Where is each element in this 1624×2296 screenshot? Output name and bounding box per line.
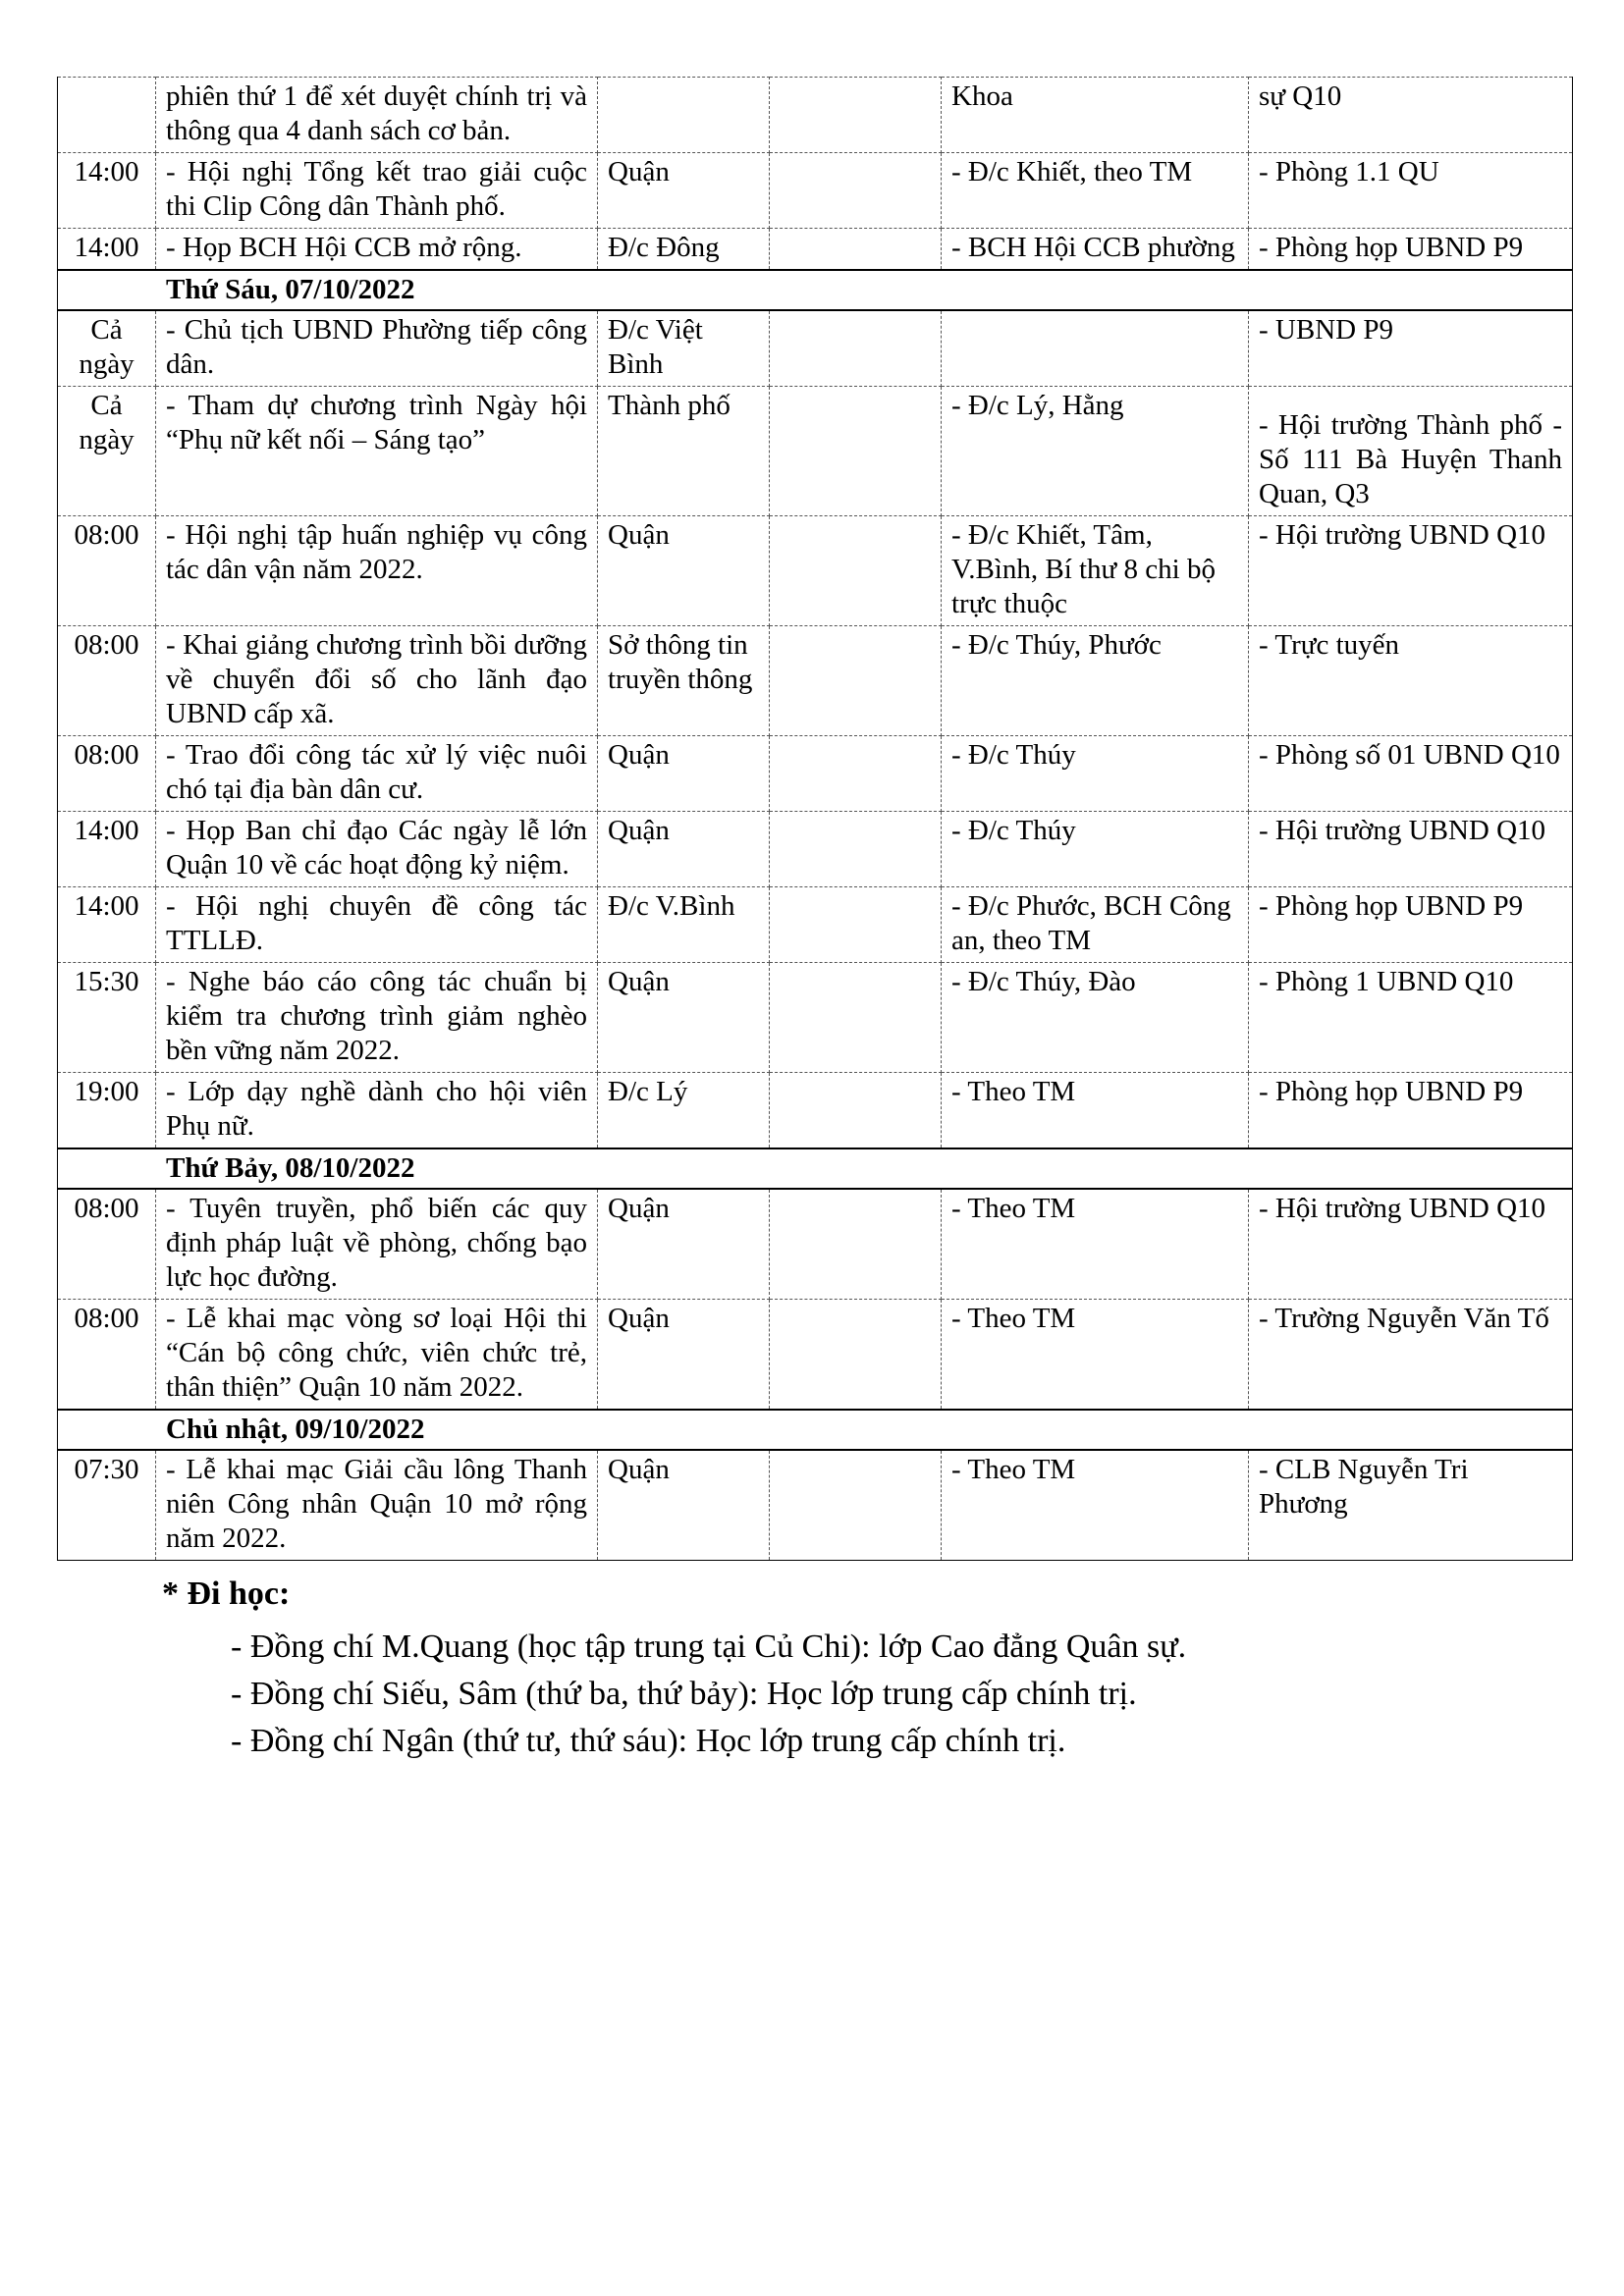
attendees-cell: - Đ/c Phước, BCH Công an, theo TM <box>942 887 1249 963</box>
host-cell: Quận <box>598 736 770 812</box>
day-header-row <box>58 270 1573 310</box>
schedule-body <box>58 78 1573 1561</box>
blank-cell <box>770 626 942 736</box>
place-cell: sự Q10 <box>1249 78 1573 153</box>
blank-cell <box>770 78 942 153</box>
blank-cell <box>770 516 942 626</box>
host-cell: Quận <box>598 516 770 626</box>
place-cell <box>1249 387 1573 516</box>
time-cell: Cả ngày <box>58 310 156 387</box>
host-cell: Quận <box>598 1450 770 1561</box>
host-cell: Thành phố <box>598 387 770 516</box>
place-cell: - Phòng số 01 UBND Q10 <box>1249 736 1573 812</box>
day-header-row <box>58 1410 1573 1450</box>
blank-cell <box>770 387 942 516</box>
schedule-row <box>58 736 1573 812</box>
attendees-cell <box>942 310 1249 387</box>
host-cell: Quận <box>598 963 770 1073</box>
blank-cell <box>770 812 942 887</box>
schedule-row <box>58 153 1573 229</box>
content-cell: - Tham dự chương trình Ngày hội “Phụ nữ kết nối – Sáng tạo” <box>156 387 598 516</box>
attendees-cell: - Theo TM <box>942 1189 1249 1300</box>
study-note-item: - Đồng chí M.Quang (học tập trung tại Củ Chi): lớp Cao đẳng Quân sự. <box>231 1629 1187 1665</box>
time-cell: 08:00 <box>58 1189 156 1300</box>
time-cell: 15:30 <box>58 963 156 1073</box>
schedule-row <box>58 963 1573 1073</box>
place-cell: - Phòng họp UBND P9 <box>1249 229 1573 271</box>
schedule-row <box>58 310 1573 387</box>
attendees-cell: - Theo TM <box>942 1300 1249 1411</box>
content-cell: - Tuyên truyền, phổ biến các quy định pháp luật về phòng, chống bạo lực học đường. <box>156 1189 598 1300</box>
blank-cell <box>770 1450 942 1561</box>
host-cell <box>598 78 770 153</box>
place-cell: - Phòng 1 UBND Q10 <box>1249 963 1573 1073</box>
time-cell: 08:00 <box>58 1300 156 1411</box>
content-cell: - Lớp dạy nghề dành cho hội viên Phụ nữ. <box>156 1073 598 1149</box>
time-cell: 14:00 <box>58 887 156 963</box>
schedule-row <box>58 812 1573 887</box>
time-cell: 19:00 <box>58 1073 156 1149</box>
schedule-row <box>58 626 1573 736</box>
attendees-cell: - BCH Hội CCB phường <box>942 229 1249 271</box>
blank-cell <box>770 1300 942 1411</box>
attendees-cell: - Đ/c Thúy <box>942 736 1249 812</box>
place-cell: - Phòng họp UBND P9 <box>1249 1073 1573 1149</box>
attendees-cell: - Theo TM <box>942 1450 1249 1561</box>
schedule-row <box>58 1450 1573 1561</box>
content-cell: - Lễ khai mạc Giải cầu lông Thanh niên Công nhân Quận 10 mở rộng năm 2022. <box>156 1450 598 1561</box>
host-cell: Quận <box>598 812 770 887</box>
attendees-cell: - Đ/c Thúy, Phước <box>942 626 1249 736</box>
time-cell: 08:00 <box>58 736 156 812</box>
time-cell: Cả ngày <box>58 387 156 516</box>
time-cell: 14:00 <box>58 812 156 887</box>
place-cell: - Hội trường UBND Q10 <box>1249 516 1573 626</box>
content-cell: - Chủ tịch UBND Phường tiếp công dân. <box>156 310 598 387</box>
study-notes-heading: * Đi học: <box>162 1575 291 1612</box>
place-cell: - Trường Nguyễn Văn Tố <box>1249 1300 1573 1411</box>
content-cell: - Khai giảng chương trình bồi dưỡng về chuyển đổi số cho lãnh đạo UBND cấp xã. <box>156 626 598 736</box>
attendees-cell: - Đ/c Khiết, Tâm, V.Bình, Bí thư 8 chi bộ trực thuộc <box>942 516 1249 626</box>
place-cell: - Phòng họp UBND P9 <box>1249 887 1573 963</box>
day-header: Chủ nhật, 09/10/2022 <box>58 1410 1573 1450</box>
day-header: Thứ Sáu, 07/10/2022 <box>58 270 1573 310</box>
schedule-row <box>58 1189 1573 1300</box>
attendees-cell: Khoa <box>942 78 1249 153</box>
study-note-item: - Đồng chí Ngân (thứ tư, thứ sáu): Học lớp trung cấp chính trị. <box>231 1723 1066 1759</box>
attendees-cell: - Đ/c Thúy, Đào <box>942 963 1249 1073</box>
blank-cell <box>770 1073 942 1149</box>
blank-cell <box>770 887 942 963</box>
study-notes <box>162 1571 1517 1765</box>
content-cell: - Họp Ban chỉ đạo Các ngày lễ lớn Quận 10 về các hoạt động kỷ niệm. <box>156 812 598 887</box>
time-cell: 08:00 <box>58 516 156 626</box>
blank-cell <box>770 963 942 1073</box>
blank-cell <box>770 1189 942 1300</box>
content-cell: - Lễ khai mạc vòng sơ loại Hội thi “Cán bộ công chức, viên chức trẻ, thân thiện” Quận 10 năm 2022. <box>156 1300 598 1411</box>
host-cell: Đ/c Đông <box>598 229 770 271</box>
blank-cell <box>770 229 942 271</box>
content-cell: phiên thứ 1 để xét duyệt chính trị và thông qua 4 danh sách cơ bản. <box>156 78 598 153</box>
content-cell: - Họp BCH Hội CCB mở rộng. <box>156 229 598 271</box>
schedule-row <box>58 887 1573 963</box>
schedule-row <box>58 1300 1573 1411</box>
blank-cell <box>770 310 942 387</box>
host-cell: Quận <box>598 1189 770 1300</box>
day-header: Thứ Bảy, 08/10/2022 <box>58 1148 1573 1189</box>
time-cell: 14:00 <box>58 229 156 271</box>
attendees-cell: - Theo TM <box>942 1073 1249 1149</box>
blank-cell <box>770 153 942 229</box>
day-header-row <box>58 1148 1573 1189</box>
place-cell: - CLB Nguyễn Tri Phương <box>1249 1450 1573 1561</box>
host-cell: Quận <box>598 1300 770 1411</box>
schedule-row <box>58 387 1573 516</box>
schedule-row <box>58 229 1573 271</box>
attendees-cell: - Đ/c Lý, Hằng <box>942 387 1249 516</box>
attendees-cell: - Đ/c Thúy <box>942 812 1249 887</box>
attendees-cell: - Đ/c Khiết, theo TM <box>942 153 1249 229</box>
time-cell <box>58 78 156 153</box>
study-note-item: - Đồng chí Siếu, Sâm (thứ ba, thứ bảy): Học lớp trung cấp chính trị. <box>231 1676 1137 1712</box>
host-cell: Đ/c Lý <box>598 1073 770 1149</box>
schedule-row <box>58 78 1573 153</box>
place-cell: - Hội trường UBND Q10 <box>1249 812 1573 887</box>
content-cell: - Trao đổi công tác xử lý việc nuôi chó tại địa bàn dân cư. <box>156 736 598 812</box>
time-cell: 14:00 <box>58 153 156 229</box>
schedule-row <box>58 1073 1573 1149</box>
host-cell: Sở thông tin truyền thông <box>598 626 770 736</box>
host-cell: Quận <box>598 153 770 229</box>
schedule-table <box>57 77 1573 1561</box>
place-cell: - UBND P9 <box>1249 310 1573 387</box>
content-cell: - Hội nghị chuyên đề công tác TTLLĐ. <box>156 887 598 963</box>
content-cell: - Hội nghị Tổng kết trao giải cuộc thi Clip Công dân Thành phố. <box>156 153 598 229</box>
content-cell: - Hội nghị tập huấn nghiệp vụ công tác dân vận năm 2022. <box>156 516 598 626</box>
time-cell: 07:30 <box>58 1450 156 1561</box>
schedule-row <box>58 516 1573 626</box>
host-cell: Đ/c Việt Bình <box>598 310 770 387</box>
content-cell: - Nghe báo cáo công tác chuẩn bị kiểm tra chương trình giảm nghèo bền vững năm 2022. <box>156 963 598 1073</box>
time-cell: 08:00 <box>58 626 156 736</box>
place-cell: - Hội trường UBND Q10 <box>1249 1189 1573 1300</box>
host-cell: Đ/c V.Bình <box>598 887 770 963</box>
place-cell: - Phòng 1.1 QU <box>1249 153 1573 229</box>
blank-cell <box>770 736 942 812</box>
place-cell-text: - Hội trường Thành phố - Số 111 Bà Huyện Thanh Quan, Q3 <box>1259 409 1562 509</box>
place-cell: - Trực tuyến <box>1249 626 1573 736</box>
